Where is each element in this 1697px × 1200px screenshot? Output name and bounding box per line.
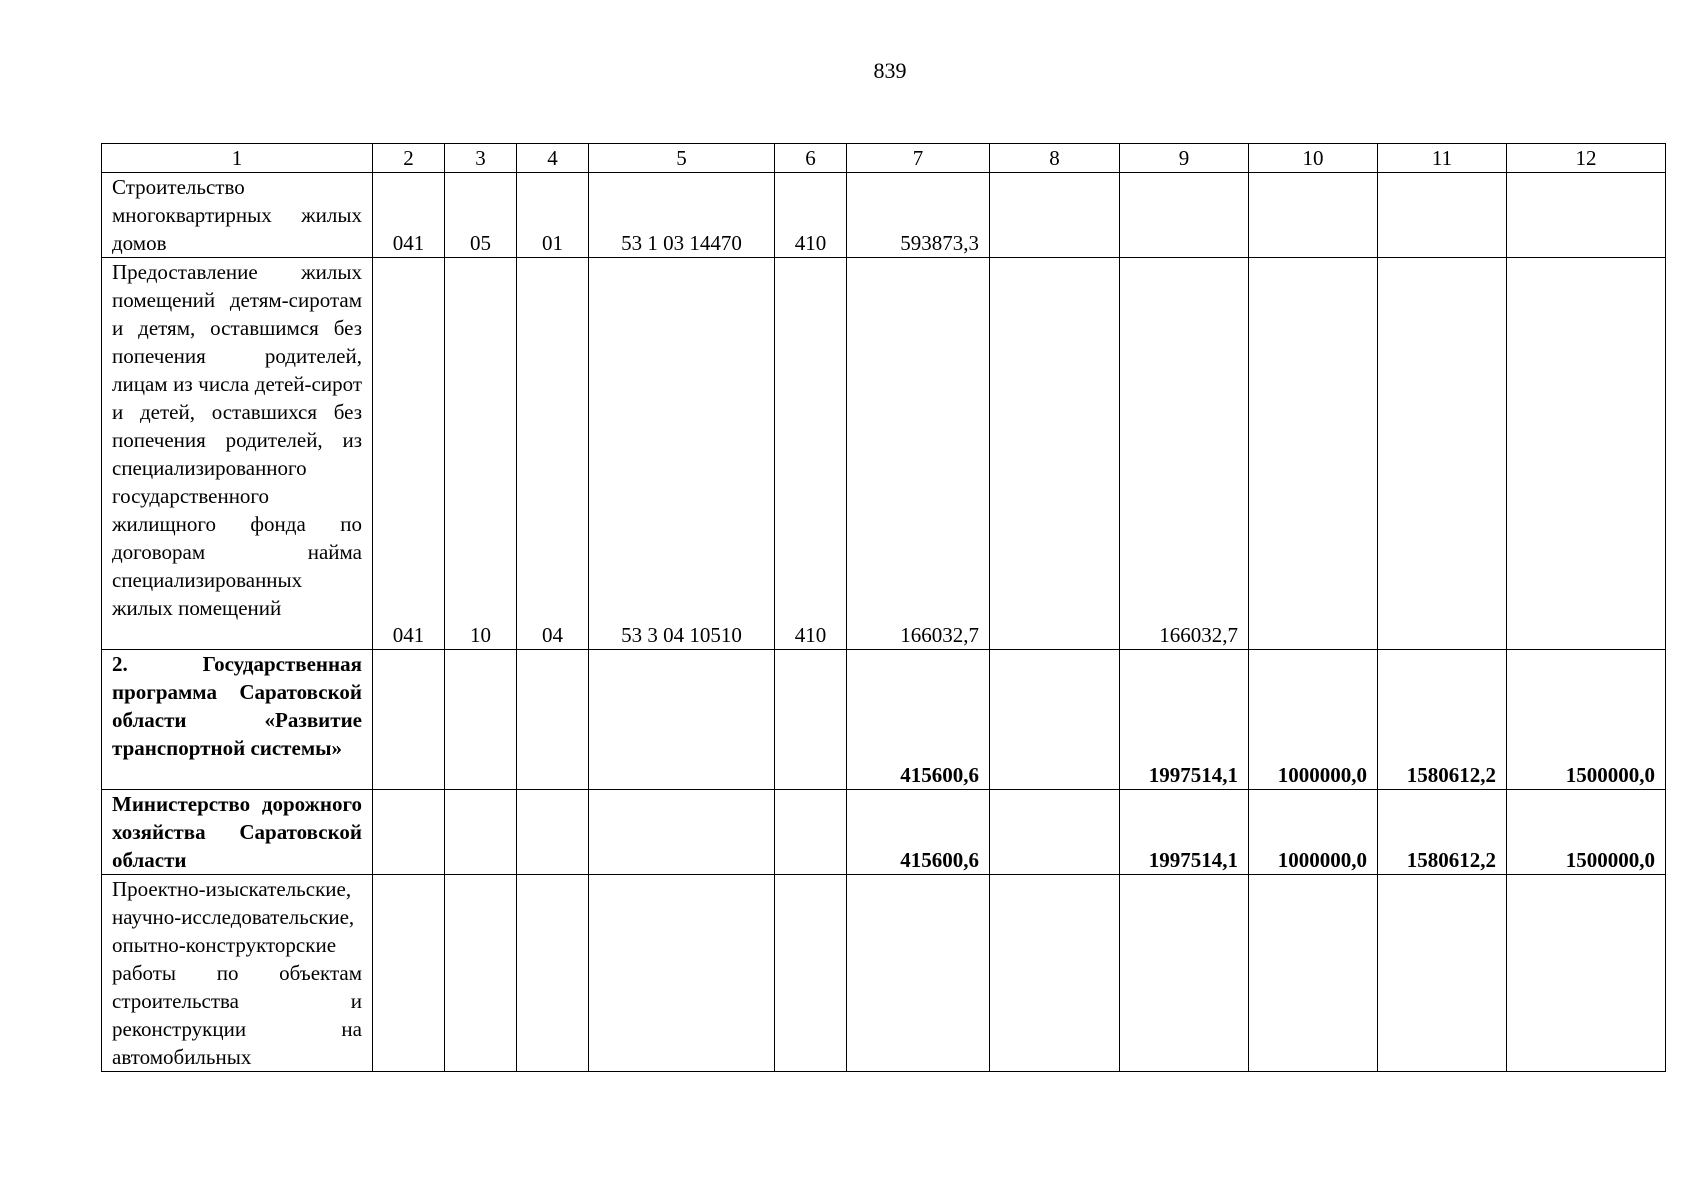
cell-ministry-code	[373, 790, 445, 875]
cell-subsection: 01	[517, 173, 589, 258]
cell-section	[445, 790, 517, 875]
cell-col11	[1378, 173, 1507, 258]
header-cell: 12	[1507, 144, 1666, 173]
row-name	[102, 173, 373, 258]
cell-col9: 1997514,1	[1120, 790, 1249, 875]
table-row	[102, 650, 1666, 790]
cell-col8	[990, 258, 1120, 650]
header-row	[102, 144, 1666, 173]
cell-ministry-code	[373, 875, 445, 1072]
cell-col7: 166032,7	[847, 258, 990, 650]
header-cell: 8	[990, 144, 1120, 173]
cell-col9	[1120, 173, 1249, 258]
cell-target-article: 53 3 04 10510	[589, 258, 775, 650]
header-cell: 9	[1120, 144, 1249, 173]
header-cell: 11	[1378, 144, 1507, 173]
table-row	[102, 875, 1666, 1072]
header-cell: 5	[589, 144, 775, 173]
cell-target-article: 53 1 03 14470	[589, 173, 775, 258]
row-name-text: Проектно-изыскательские, научно-исследовательские, опытно-конструкторские работы по объектам строительства и реконструкции на автомобильных	[112, 877, 362, 1069]
cell-col7: 593873,3	[847, 173, 990, 258]
cell-section	[445, 875, 517, 1072]
cell-col9: 166032,7	[1120, 258, 1249, 650]
cell-col8	[990, 173, 1120, 258]
cell-ministry-code: 041	[373, 258, 445, 650]
table-row	[102, 258, 1666, 650]
cell-col7: 415600,6	[847, 790, 990, 875]
cell-col11	[1378, 875, 1507, 1072]
page-number: 839	[873, 58, 907, 83]
row-name-text: Министерство дорожного хозяйства Саратовской области	[112, 792, 362, 872]
row-name-text: 2. Государственная программа Саратовской области «Развитие транспортной системы»	[112, 652, 362, 760]
cell-col10	[1249, 173, 1378, 258]
header-cell: 7	[847, 144, 990, 173]
header-cell: 6	[775, 144, 847, 173]
cell-subsection	[517, 650, 589, 790]
cell-expense-type	[775, 650, 847, 790]
cell-col11: 1580612,2	[1378, 790, 1507, 875]
row-name-text: Предоставление жилых помещений детям-сиротам и детям, оставшимся без попечения родителей, лицам из числа детей-сирот и детей, оставшихся без попечения родителей, из специализированного государственного жилищного фонда по договорам найма специализированных жилых помещений	[112, 260, 362, 620]
cell-target-article	[589, 650, 775, 790]
cell-col8	[990, 875, 1120, 1072]
cell-col10	[1249, 875, 1378, 1072]
cell-subsection: 04	[517, 258, 589, 650]
row-name-text: Строительство многоквартирных жилых домов	[112, 175, 362, 255]
cell-expense-type: 410	[775, 173, 847, 258]
table-row	[102, 790, 1666, 875]
row-name	[102, 790, 373, 875]
cell-col12: 1500000,0	[1507, 650, 1666, 790]
cell-col9: 1997514,1	[1120, 650, 1249, 790]
header-cell: 2	[373, 144, 445, 173]
cell-target-article	[589, 875, 775, 1072]
cell-target-article	[589, 790, 775, 875]
cell-col8	[990, 650, 1120, 790]
cell-expense-type: 410	[775, 258, 847, 650]
cell-col12	[1507, 875, 1666, 1072]
cell-col7: 415600,6	[847, 650, 990, 790]
cell-section	[445, 650, 517, 790]
cell-expense-type	[775, 875, 847, 1072]
cell-col10: 1000000,0	[1249, 650, 1378, 790]
row-name	[102, 875, 373, 1072]
cell-col11: 1580612,2	[1378, 650, 1507, 790]
row-name	[102, 258, 373, 650]
header-cell: 1	[102, 144, 373, 173]
cell-col9	[1120, 875, 1249, 1072]
cell-subsection	[517, 790, 589, 875]
cell-col12	[1507, 258, 1666, 650]
cell-col11	[1378, 258, 1507, 650]
cell-ministry-code	[373, 650, 445, 790]
cell-ministry-code: 041	[373, 173, 445, 258]
cell-section: 05	[445, 173, 517, 258]
cell-subsection	[517, 875, 589, 1072]
cell-col12	[1507, 173, 1666, 258]
row-name	[102, 650, 373, 790]
cell-col8	[990, 790, 1120, 875]
header-cell: 10	[1249, 144, 1378, 173]
header-cell: 4	[517, 144, 589, 173]
cell-expense-type	[775, 790, 847, 875]
cell-col10	[1249, 258, 1378, 650]
cell-col12: 1500000,0	[1507, 790, 1666, 875]
cell-section: 10	[445, 258, 517, 650]
budget-table	[101, 143, 1666, 1072]
table-row	[102, 173, 1666, 258]
cell-col7	[847, 875, 990, 1072]
cell-col10: 1000000,0	[1249, 790, 1378, 875]
header-cell: 3	[445, 144, 517, 173]
